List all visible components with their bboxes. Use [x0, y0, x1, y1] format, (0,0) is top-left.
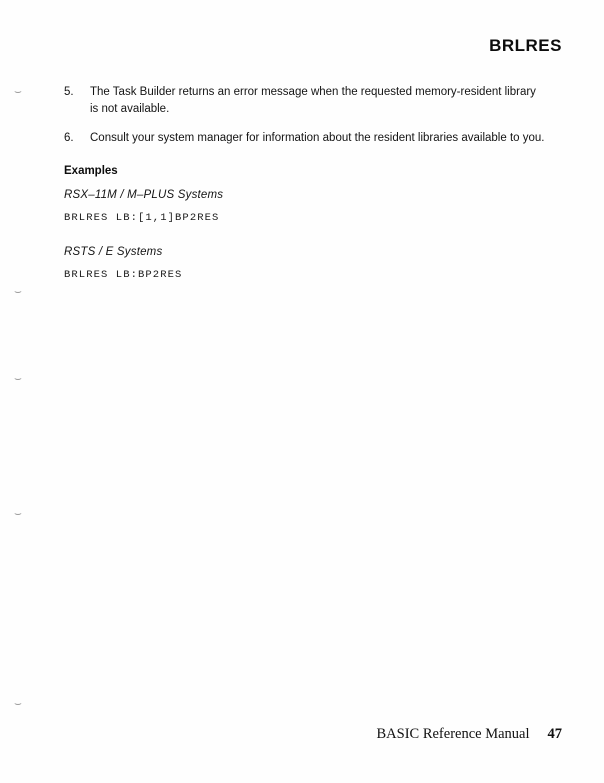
example-code-line: BRLRES LB:BP2RES	[64, 269, 183, 282]
list-item-text: The Task Builder returns an error message when the requested memory-resident library is not available.	[90, 86, 536, 115]
running-head: BRLRES	[489, 36, 562, 55]
margin-tick-mark	[14, 700, 30, 704]
example-code-line: BRLRES LB:[1,1]BP2RES	[64, 212, 220, 225]
list-item	[64, 84, 546, 117]
list-item-text: Consult your system manager for information about the resident libraries available to you.	[90, 132, 545, 145]
margin-tick-mark	[14, 510, 30, 514]
examples-heading: Examples	[64, 165, 118, 178]
body-column	[64, 84, 546, 281]
footer-page-number: 47	[547, 726, 562, 742]
list-item-number: 6.	[64, 132, 74, 145]
margin-tick-mark	[14, 375, 30, 379]
example-system-label: RSTS / E Systems	[64, 246, 163, 259]
margin-tick-mark	[14, 88, 30, 92]
margin-tick-mark	[14, 288, 30, 292]
list-item-number: 5.	[64, 86, 74, 98]
footer-manual-title: BASIC Reference Manual	[376, 726, 530, 742]
page-footer	[376, 726, 562, 743]
example-system-label: RSX–11M / M–PLUS Systems	[64, 189, 224, 202]
list-item	[64, 130, 546, 147]
